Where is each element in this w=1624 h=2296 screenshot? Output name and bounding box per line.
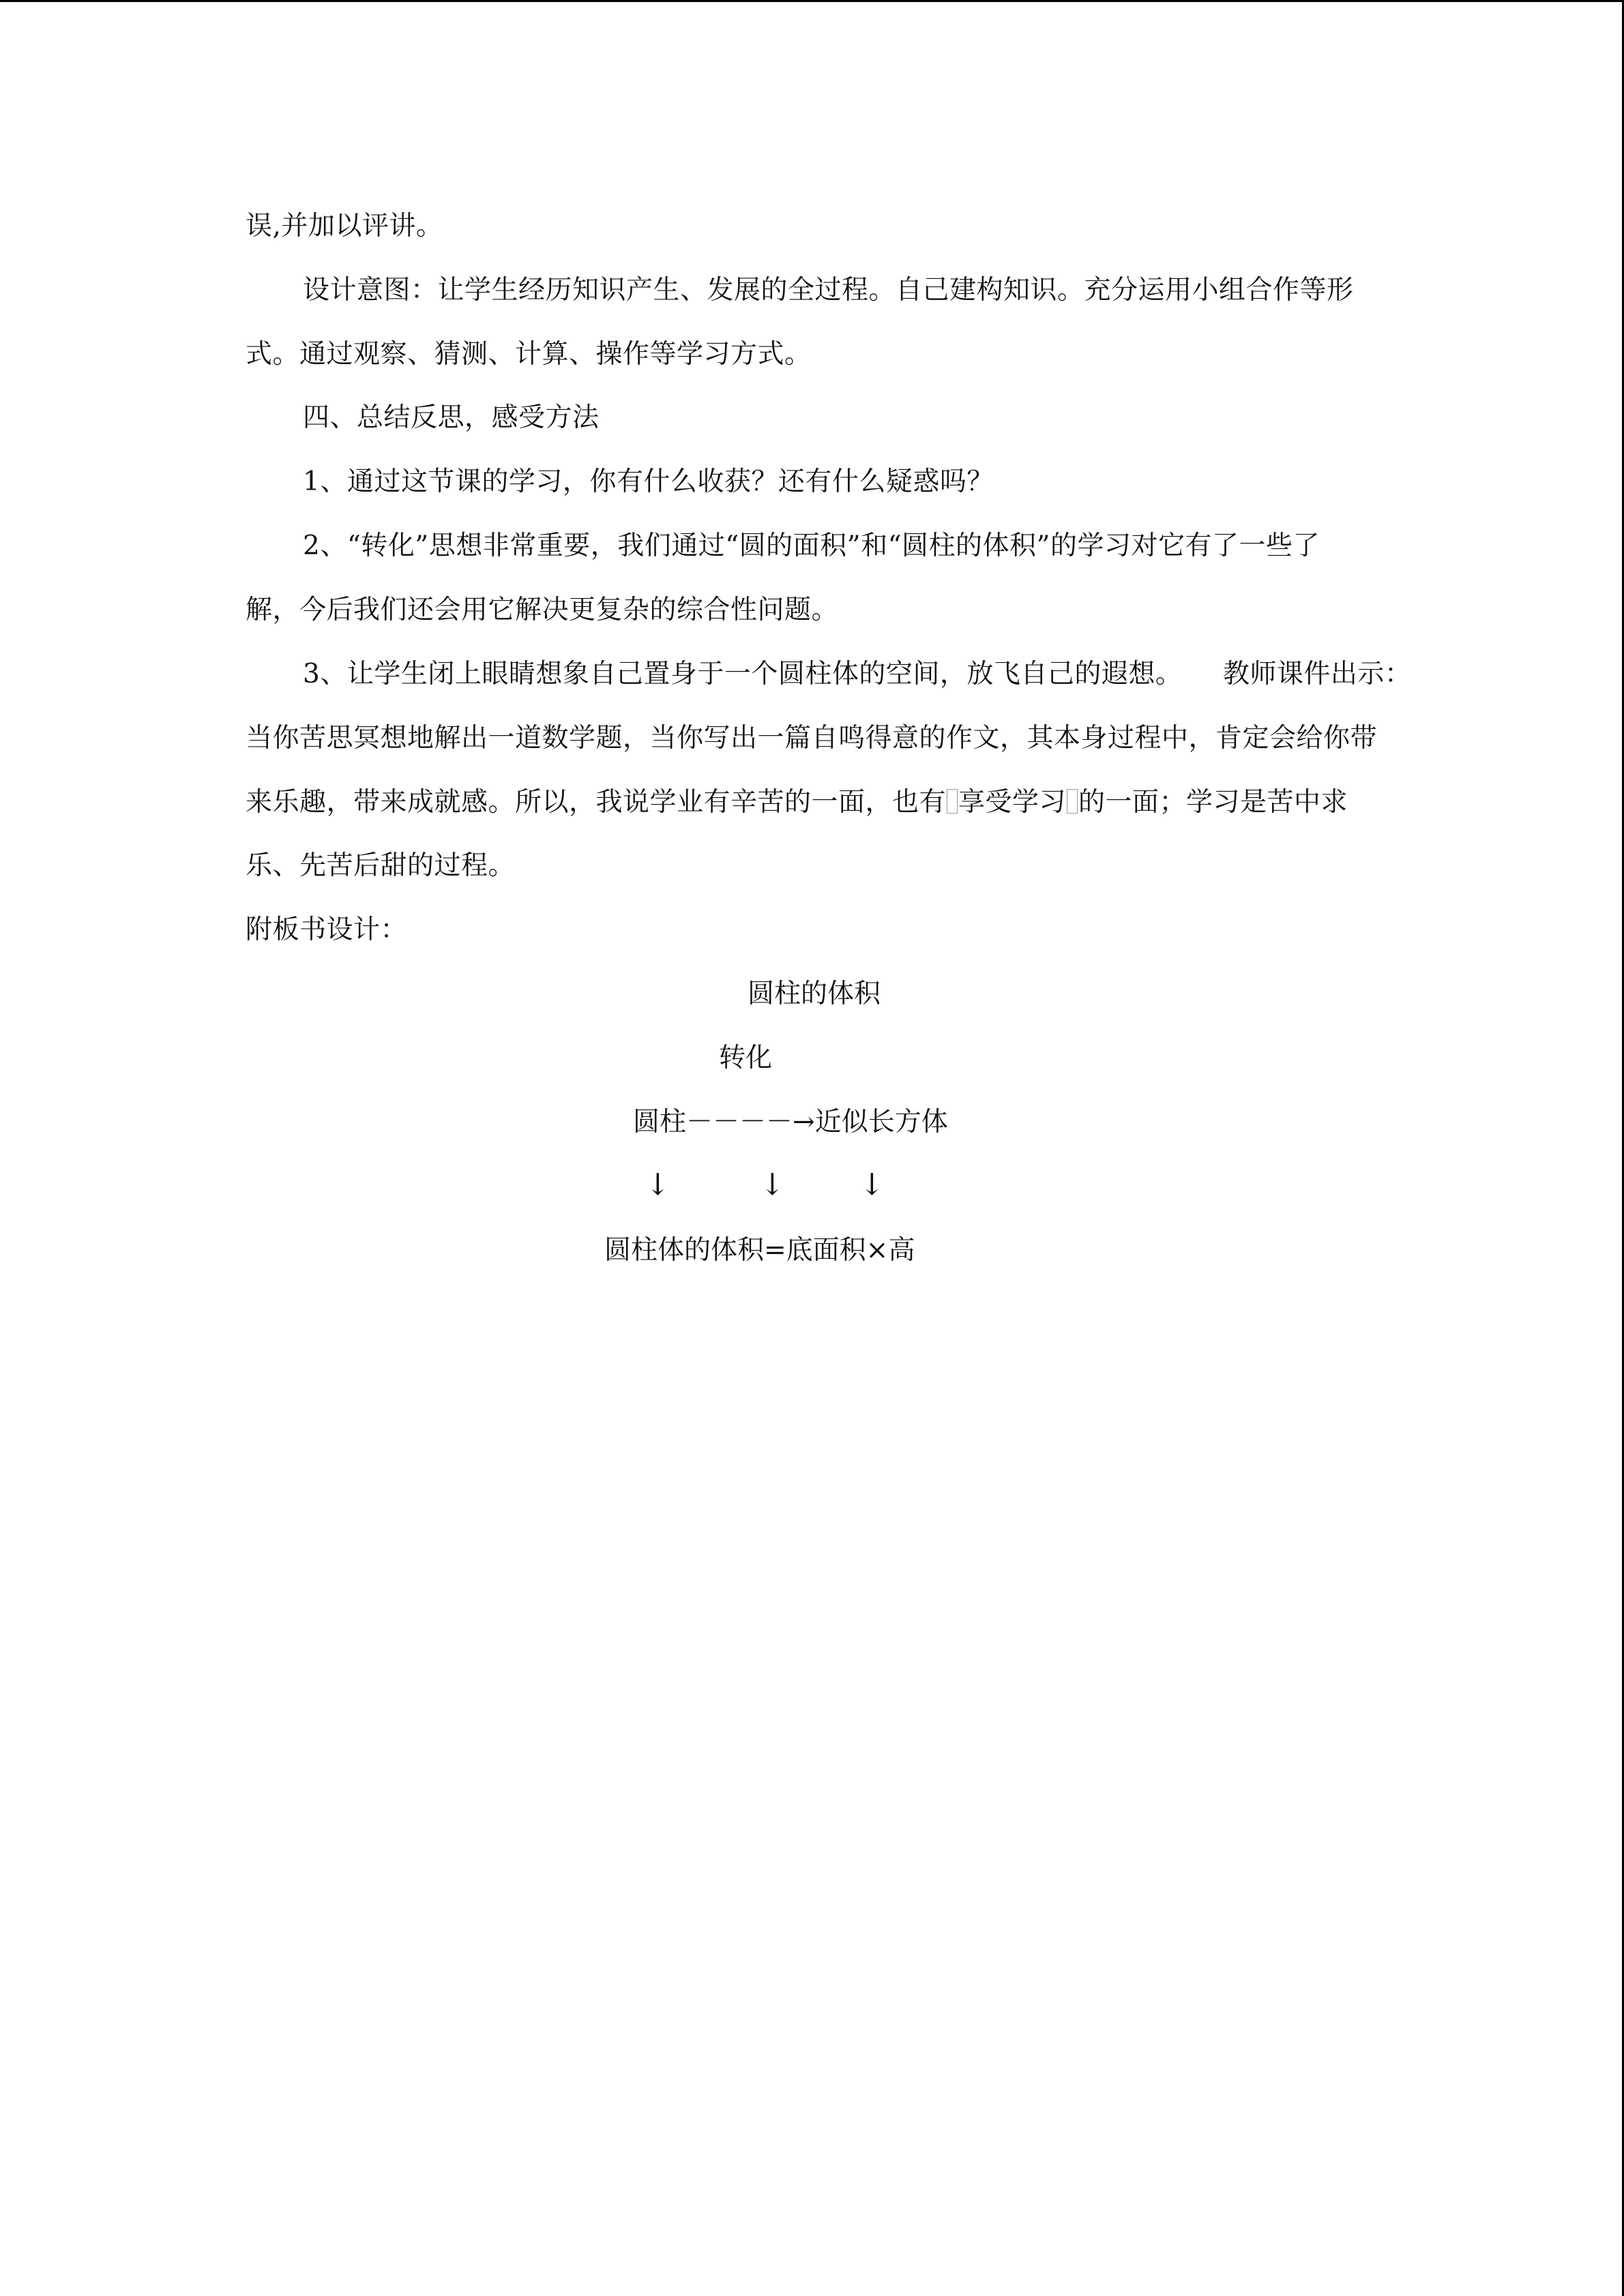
down-arrow-icon: ↓ — [645, 1167, 670, 1202]
text-line: 当你苦思冥想地解出一道数学题，当你写出一篇自鸣得意的作文，其本身过程中，肯定会给你带 — [246, 723, 1378, 754]
section-heading: 四、总结反思，感受方法 — [303, 402, 600, 433]
down-arrow-icon: ↓ — [760, 1167, 785, 1202]
board-transform-label: 转化 — [719, 1043, 773, 1073]
missing-glyph-box — [1067, 789, 1078, 814]
missing-glyph-box — [947, 789, 958, 814]
text-line: 2、“转化”思想非常重要，我们通过“圆的面积”和“圆柱的体积”的学习对它有了一些了 — [303, 531, 1320, 561]
board-left-term: 圆柱 — [633, 1107, 687, 1137]
dashed-arrow: －－－－→ — [686, 1107, 815, 1137]
text-line: 解，今后我们还会用它解决更复杂的综合性问题。 — [246, 595, 839, 625]
board-transform-row — [633, 1106, 948, 1139]
down-arrow-icon: ↓ — [859, 1167, 885, 1202]
board-formula: 圆柱体的体积=底面积×高 — [604, 1235, 915, 1266]
text-line — [246, 786, 1348, 819]
text-line: 3、让学生闭上眼睛想象自己置身于一个圆柱体的空间，放飞自己的遐想。 教师课件出示： — [303, 659, 1412, 689]
board-design-label: 附板书设计： — [246, 914, 408, 945]
text-line: 1、通过这节课的学习，你有什么收获？还有什么疑惑吗？ — [303, 466, 994, 497]
text-line: 乐、先苦后甜的过程。 — [246, 850, 516, 881]
text-line: 设计意图：让学生经历知识产生、发展的全过程。自己建构知识。充分运用小组合作等形 — [303, 275, 1354, 305]
text-line: 误,并加以评讲。 — [246, 211, 443, 241]
text-segment: 来乐趣，带来成就感。所以，我说学业有辛苦的一面，也有 — [246, 787, 947, 818]
page-top-border — [0, 0, 1624, 2]
text-line: 式。通过观察、猜测、计算、操作等学习方式。 — [246, 339, 812, 370]
text-segment: 享受学习 — [958, 787, 1067, 818]
board-title: 圆柱的体积 — [748, 979, 881, 1009]
text-segment: 的一面；学习是苦中求 — [1078, 787, 1348, 818]
board-right-term: 近似长方体 — [814, 1107, 948, 1137]
